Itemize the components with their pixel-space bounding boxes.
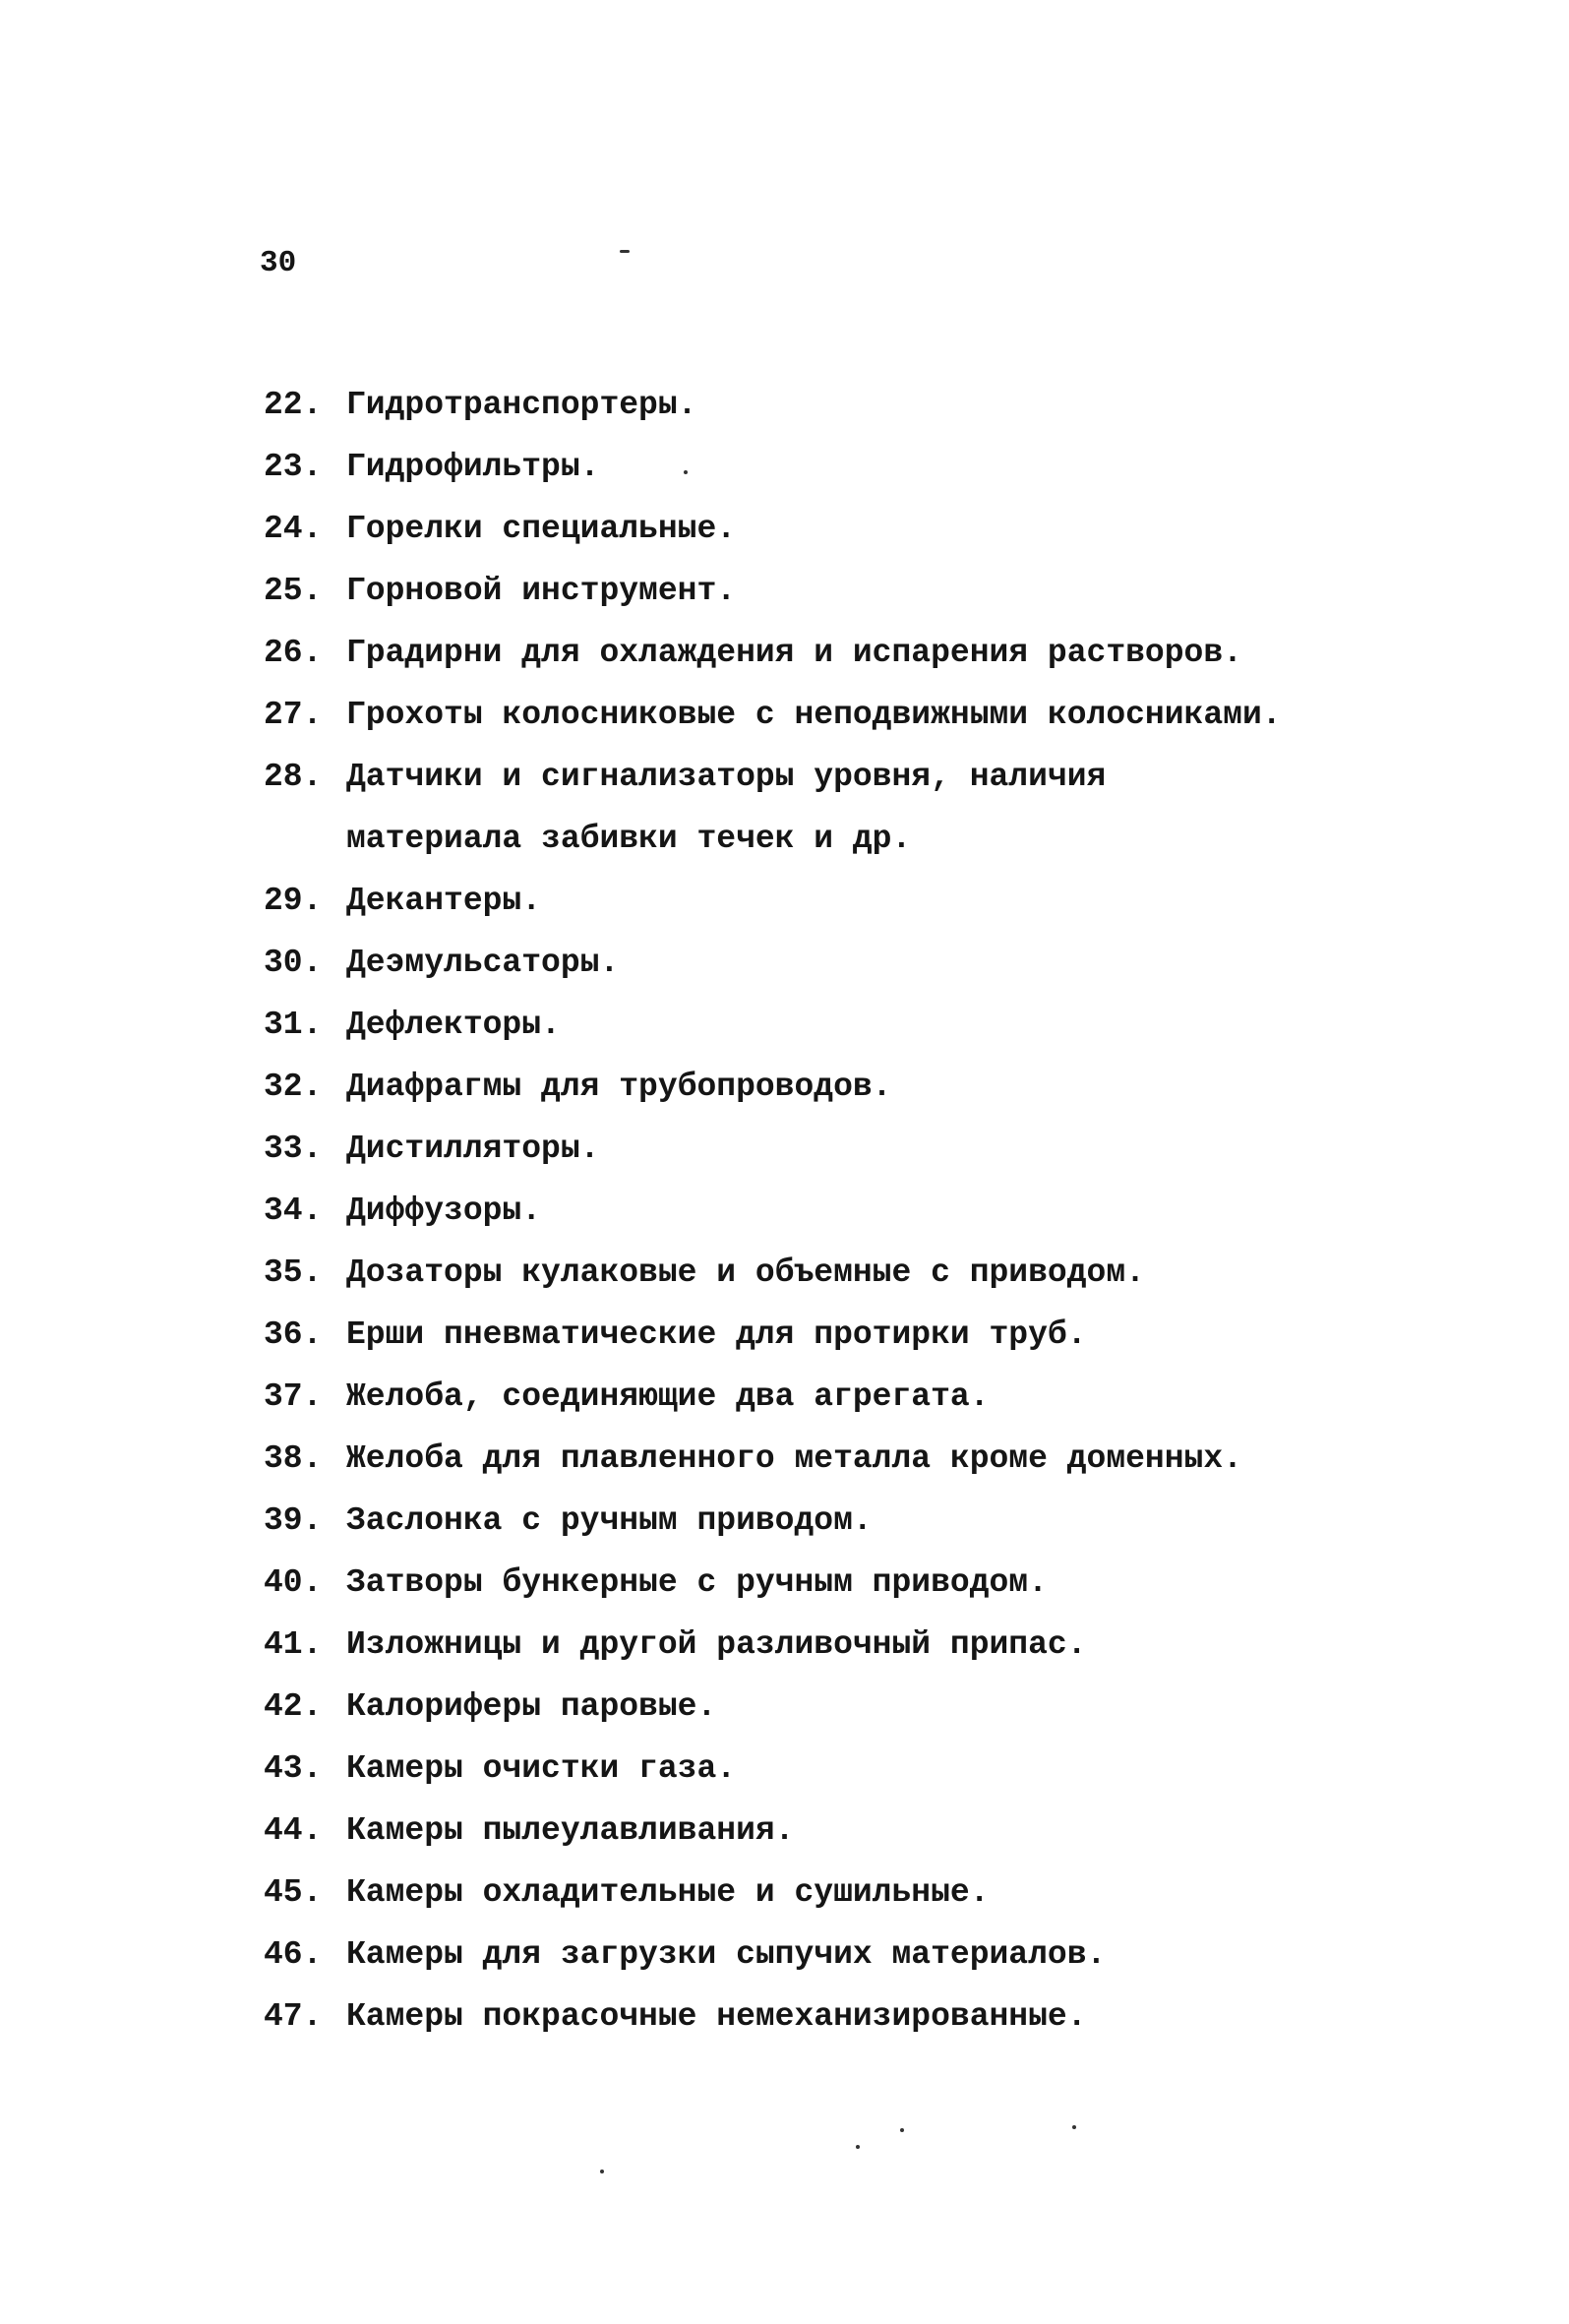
scan-speck — [600, 2170, 604, 2173]
item-number: 23. — [264, 449, 323, 485]
scan-speck — [856, 2145, 860, 2149]
item-number: 41. — [264, 1626, 323, 1663]
item-text: Желоба для плавленного металла кроме доменных. — [346, 1440, 1242, 1477]
list-item — [264, 932, 1346, 994]
list-item — [264, 1614, 1346, 1676]
item-text: Затворы бункерные с ручным приводом. — [346, 1564, 1048, 1601]
item-text: Диафрагмы для трубопроводов. — [346, 1069, 892, 1105]
item-text: Гидротранспортеры. — [346, 387, 697, 423]
item-text: Декантеры. — [346, 883, 542, 919]
scan-speck — [684, 470, 688, 474]
item-number: 26. — [264, 635, 323, 671]
item-number: 32. — [264, 1069, 323, 1105]
list-item — [264, 1242, 1346, 1304]
list-item — [264, 1056, 1346, 1118]
item-text: Камеры для загрузки сыпучих материалов. — [346, 1936, 1107, 1973]
list-item — [264, 498, 1346, 560]
item-text: Желоба, соединяющие два агрегата. — [346, 1378, 990, 1415]
item-number: 24. — [264, 511, 323, 547]
list-item — [264, 870, 1346, 932]
item-number: 45. — [264, 1874, 323, 1911]
list-item — [264, 1800, 1346, 1862]
list-item — [264, 1428, 1346, 1490]
item-number: 28. — [264, 759, 323, 795]
list-item — [264, 1304, 1346, 1366]
item-text: Грохоты колосниковые с неподвижными колосниками. — [346, 697, 1282, 733]
item-text: Диффузоры. — [346, 1193, 542, 1229]
list-item — [264, 1552, 1346, 1614]
item-text: Изложницы и другой разливочный припас. — [346, 1626, 1087, 1663]
item-text: Камеры очистки газа. — [346, 1750, 737, 1787]
list-item — [264, 560, 1346, 622]
list-item — [264, 374, 1346, 436]
item-number: 43. — [264, 1750, 323, 1787]
scan-speck — [620, 250, 630, 253]
item-number: 44. — [264, 1812, 323, 1849]
scan-speck — [900, 2128, 904, 2132]
item-text: Горелки специальные. — [346, 511, 737, 547]
item-number: 40. — [264, 1564, 323, 1601]
equipment-list — [264, 374, 1346, 2048]
item-number: 37. — [264, 1378, 323, 1415]
item-text: Калориферы паровые. — [346, 1688, 717, 1725]
item-number: 22. — [264, 387, 323, 423]
list-item — [264, 684, 1346, 746]
item-number: 39. — [264, 1502, 323, 1539]
list-item — [264, 1862, 1346, 1924]
item-number: 46. — [264, 1936, 323, 1973]
item-number: 30. — [264, 945, 323, 981]
item-number: 38. — [264, 1440, 323, 1477]
list-item — [264, 622, 1346, 684]
list-item — [264, 1180, 1346, 1242]
item-number: 42. — [264, 1688, 323, 1725]
list-item — [264, 746, 1346, 870]
list-item — [264, 1490, 1346, 1552]
item-number: 31. — [264, 1007, 323, 1043]
item-number: 35. — [264, 1254, 323, 1291]
list-item — [264, 1986, 1346, 2048]
item-text: Заслонка с ручным приводом. — [346, 1502, 873, 1539]
item-text: Дистилляторы. — [346, 1131, 600, 1167]
item-number: 34. — [264, 1193, 323, 1229]
item-text: Камеры пылеулавливания. — [346, 1812, 795, 1849]
scan-speck — [1072, 2125, 1076, 2129]
item-text: Дефлекторы. — [346, 1007, 561, 1043]
item-text: Горновой инструмент. — [346, 573, 737, 609]
item-number: 47. — [264, 1998, 323, 2035]
item-text: Камеры охладительные и сушильные. — [346, 1874, 990, 1911]
item-text: Градирни для охлаждения и испарения растворов. — [346, 635, 1242, 671]
item-text: Камеры покрасочные немеханизированные. — [346, 1998, 1087, 2035]
item-number: 33. — [264, 1131, 323, 1167]
page-number: 30 — [260, 246, 297, 280]
item-text: Дозаторы кулаковые и объемные с приводом. — [346, 1254, 1145, 1291]
list-item — [264, 1738, 1346, 1800]
item-text: Ерши пневматические для протирки труб. — [346, 1316, 1087, 1353]
list-item — [264, 1118, 1346, 1180]
list-item — [264, 436, 1346, 498]
item-text: Датчики и сигнализаторы уровня, наличия материала забивки течек и др. — [346, 759, 1107, 857]
item-text: Деэмульсаторы. — [346, 945, 620, 981]
list-item — [264, 994, 1346, 1056]
item-number: 29. — [264, 883, 323, 919]
item-text: Гидрофильтры. — [346, 449, 600, 485]
item-number: 36. — [264, 1316, 323, 1353]
list-item — [264, 1676, 1346, 1738]
list-item — [264, 1924, 1346, 1986]
item-number: 27. — [264, 697, 323, 733]
list-item — [264, 1366, 1346, 1428]
item-number: 25. — [264, 573, 323, 609]
